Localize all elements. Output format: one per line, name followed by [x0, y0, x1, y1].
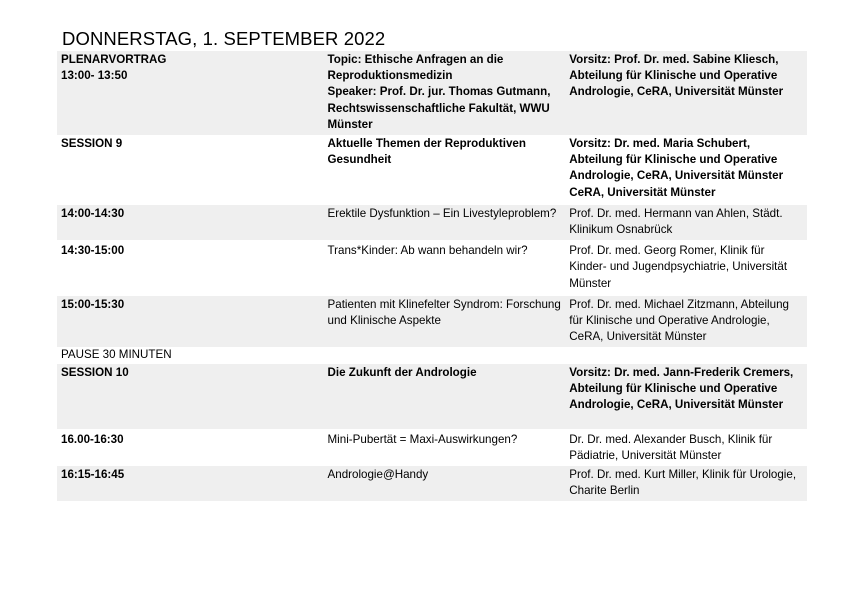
- speaker-cell: [565, 295, 807, 348]
- speaker-cell: [565, 466, 807, 501]
- time-cell: [57, 135, 324, 204]
- talk-topic: Trans*Kinder: Ab wann behandeln wir?: [327, 244, 528, 258]
- table-row: [57, 204, 807, 241]
- time-cell: [57, 241, 324, 295]
- speaker-name: Prof. Dr. med. Kurt Miller, Klinik für Urologie, Charite Berlin: [569, 468, 797, 498]
- time-slot: 16.00-16:30: [61, 432, 124, 446]
- speaker-cell: [565, 364, 807, 430]
- talk-topic: Mini-Pubertät = Maxi-Auswirkungen?: [327, 432, 518, 446]
- session-topic: Die Zukunft der Andrologie: [327, 365, 477, 379]
- table-row: [57, 466, 807, 501]
- time-cell: [57, 204, 324, 241]
- time-cell: [57, 347, 324, 363]
- speaker-name: Prof. Dr. med. Georg Romer, Klinik für Kinder- und Jugendpsychiatrie, Universität Münster: [569, 244, 788, 290]
- talk-topic: Erektile Dysfunktion – Ein Livestyleproblem?: [327, 206, 557, 220]
- speaker-cell: [565, 347, 807, 363]
- topic-cell: [324, 347, 566, 363]
- topic-cell: [324, 51, 566, 135]
- speaker-name: Dr. Dr. med. Alexander Busch, Klinik für Pädiatrie, Universität Münster: [569, 432, 773, 462]
- speaker-cell: [565, 204, 807, 241]
- chair-person: Vorsitz: Dr. med. Maria Schubert, Abteilung für Klinische und Operative Andrologie, CeRA, Universität Münster CeRA, Universität Münster: [569, 137, 784, 199]
- topic-cell: [324, 241, 566, 295]
- speaker-name: Prof. Dr. med. Michael Zitzmann, Abteilung für Klinische und Operative Andrologie, CeRA, Universität Münster: [569, 297, 789, 344]
- session-label: PLENARVORTRAG 13:00- 13:50: [61, 53, 167, 83]
- speaker-cell: [565, 135, 807, 204]
- table-row: [57, 347, 807, 363]
- time-cell: [57, 51, 324, 135]
- speaker-name: Prof. Dr. med. Hermann van Ahlen, Städt. Klinikum Osnabrück: [569, 206, 783, 237]
- topic-cell: [324, 204, 566, 241]
- table-row: [57, 295, 807, 348]
- talk-topic: Topic: Ethische Anfragen an die Reproduktionsmedizin Speaker: Prof. Dr. jur. Thomas Gutmann, Rechtswissenschaftliche Fakultät, WWU Münster: [327, 53, 551, 131]
- talk-topic: Patienten mit Klinefelter Syndrom: Forschung und Klinische Aspekte: [327, 297, 561, 328]
- table-row: [57, 241, 807, 295]
- topic-cell: [324, 466, 566, 501]
- speaker-cell: [565, 430, 807, 466]
- topic-cell: [324, 364, 566, 430]
- time-slot: 14:00-14:30: [61, 206, 125, 220]
- speaker-cell: [565, 51, 807, 135]
- page-title: DONNERSTAG, 1. SEPTEMBER 2022: [62, 28, 386, 49]
- session-label: SESSION 10: [61, 365, 129, 379]
- pause-label: PAUSE 30 MINUTEN: [61, 348, 172, 362]
- schedule-table: [57, 51, 807, 501]
- session-topic: Aktuelle Themen der Reproduktiven Gesundheit: [327, 137, 526, 167]
- time-slot: 15:00-15:30: [61, 297, 125, 311]
- time-slot: 14:30-15:00: [61, 244, 125, 258]
- topic-cell: [324, 430, 566, 466]
- topic-cell: [324, 295, 566, 348]
- talk-topic: Andrologie@Handy: [327, 468, 429, 482]
- time-cell: [57, 466, 324, 501]
- session-label: SESSION 9: [61, 137, 123, 151]
- time-slot: 16:15-16:45: [61, 468, 125, 482]
- table-row: [57, 51, 807, 135]
- time-cell: [57, 295, 324, 348]
- chair-person: Vorsitz: Prof. Dr. med. Sabine Kliesch, Abteilung für Klinische und Operative Andrologie, CeRA, Universität Münster: [569, 53, 784, 99]
- speaker-cell: [565, 241, 807, 295]
- table-row: [57, 364, 807, 430]
- chair-person: Vorsitz: Dr. med. Jann-Frederik Cremers, Abteilung für Klinische und Operative Andrologie, CeRA, Universität Münster: [569, 365, 794, 412]
- topic-cell: [324, 135, 566, 204]
- table-row: [57, 135, 807, 204]
- table-row: [57, 430, 807, 466]
- time-cell: [57, 430, 324, 466]
- time-cell: [57, 364, 324, 430]
